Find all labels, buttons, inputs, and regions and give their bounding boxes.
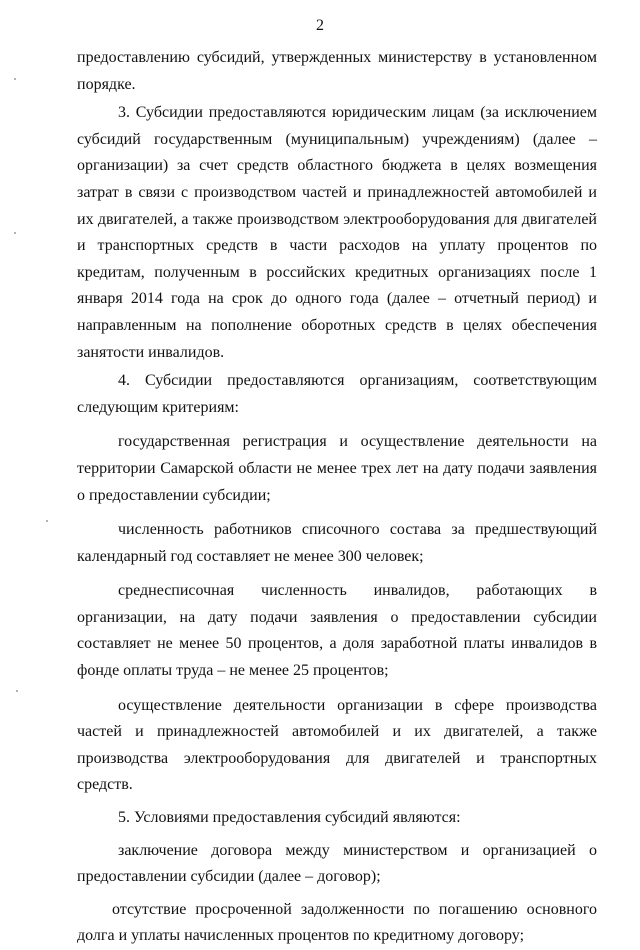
page-number: 2 — [316, 17, 324, 34]
paragraph-item-5: 5. Условиями предоставления субсидий являются: — [118, 809, 461, 827]
condition-no-overdue-debt: отсутствие просроченной задолженности по погашению основного долга и уплаты начисленных процентов по кредитному договору; — [77, 900, 597, 945]
paragraph-item-3: 3. Субсидии предоставляются юридическим лицам (за исключением субсидий государственным (муниципальным) учреждениям) (далее – организации) за счет средств областного бюджета в целях возмещения затрат в связи с производством частей и принадлежностей автомобилей и их двигателей, а также производством электрооборудования для двигателей и транспортных средств в части расходов на уплату процентов по кредитам, полученным в российских кредитных организациях после 1 января 2014 года на срок до одного года (далее – отчетный период) и направленным на пополнение оборотных средств в целях обеспечения занятости инвалидов. — [77, 104, 597, 361]
scan-mark — [16, 690, 18, 692]
criterion-headcount: численность работников списочного состава за предшествующий календарный год составляет не менее 300 человек; — [77, 521, 597, 565]
paragraph-continuation: предоставлению субсидий, утвержденных министерству в установленном порядке. — [77, 49, 597, 93]
condition-contract: заключение договора между министерством и организацией о предоставлении субсидии (далее – договор); — [77, 841, 597, 886]
scan-mark — [46, 520, 48, 522]
document-body — [77, 45, 597, 950]
criterion-activity: осуществление деятельности организации в сфере производства частей и принадлежностей автомобилей и их двигателей, а также производства электрооборудования для двигателей и транспортных средств. — [77, 696, 597, 794]
criterion-disabled-employees: среднесписочная численность инвалидов, работающих в организации, на дату подачи заявления о предоставлении субсидии составляет не менее 50 процентов, а доля заработной платы инвалидов в фонде оплаты труда – не менее 25 процентов; — [77, 582, 597, 680]
scan-mark — [14, 232, 16, 234]
scan-mark — [14, 78, 16, 80]
criterion-registration: государственная регистрация и осуществление деятельности на территории Самарской области не менее трех лет на дату подачи заявления о предоставлении субсидии; — [77, 433, 597, 504]
paragraph-item-4: 4. Субсидии предоставляются организациям, соответствующим следующим критериям: — [77, 372, 597, 416]
